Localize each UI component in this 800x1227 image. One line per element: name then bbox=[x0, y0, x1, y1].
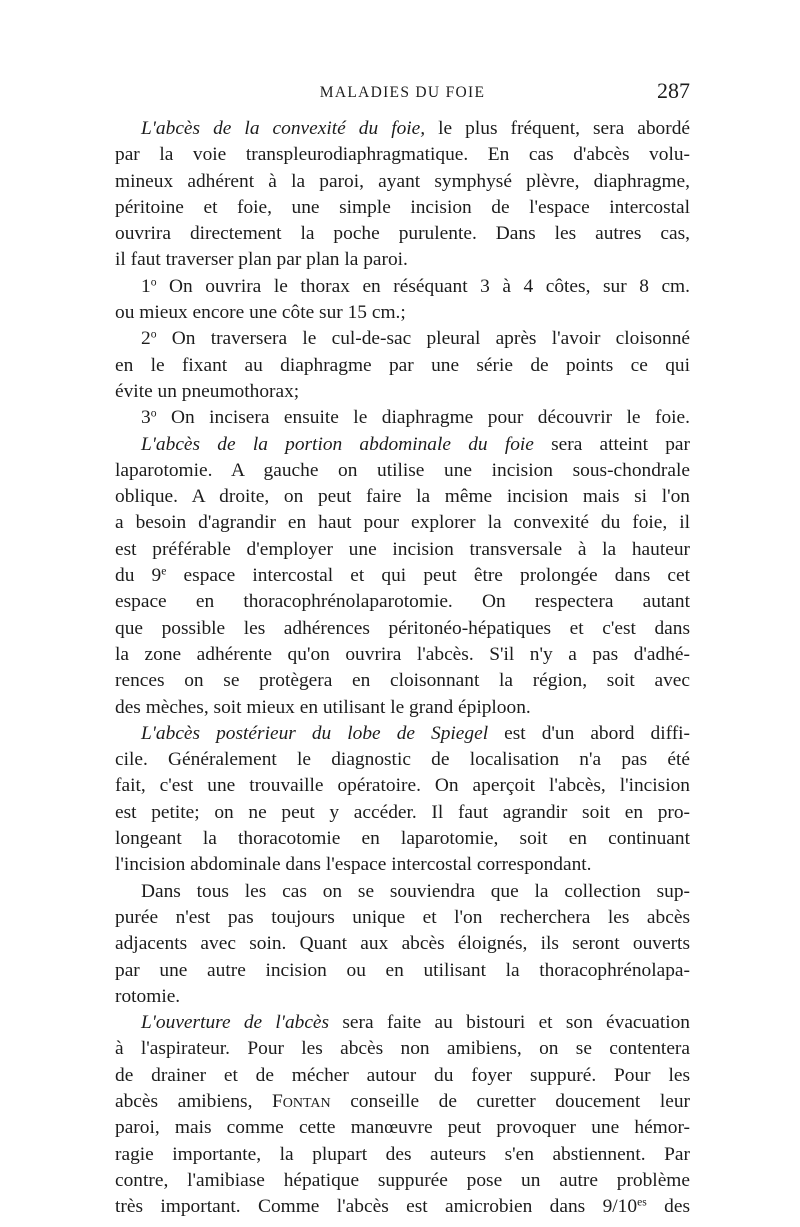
text-line: fait, c'est une trouvaille opératoire. On aperçoit l'abcès, l'incision bbox=[115, 775, 690, 797]
text-line: il faut traverser plan par plan la paroi. bbox=[115, 249, 408, 271]
text-line: par la voie transpleurodiaphragmatique. En cas d'abcès volu- bbox=[115, 144, 690, 166]
text-line: par une autre incision ou en utilisant la thoracophrénolapa- bbox=[115, 959, 690, 981]
text-line: est préférable d'employer une incision transversale à la hauteur bbox=[115, 538, 690, 560]
body-text bbox=[115, 116, 690, 1220]
text-line: du 9e espace intercostal et qui peut être prolongée dans cet bbox=[115, 564, 691, 587]
text-line: à l'aspirateur. Pour les abcès non amibiens, on se contentera bbox=[115, 1038, 690, 1060]
list-item-3: 3$^o$ On incisera ensuite le diaphragme pour découvrir le foie. bbox=[141, 406, 690, 429]
text-line: évite un pneumothorax; bbox=[115, 380, 300, 402]
text-line: cile. Généralement le diagnostic de localisation n'a pas été bbox=[115, 749, 690, 771]
section-heading: L'ouverture de l'abcès bbox=[141, 1012, 330, 1034]
text-line: est petite; on ne peut y accéder. Il faut agrandir soit en pro- bbox=[115, 801, 690, 823]
running-title: MALADIES DU FOIE bbox=[319, 84, 486, 101]
text-line: ou mieux encore une côte sur 15 cm.; bbox=[115, 302, 406, 324]
text-line: ouvrira directement la poche purulente. Dans les autres cas, bbox=[115, 223, 690, 245]
text-line: L'abcès de la convexité du foie, le plus fréquent, sera abordé bbox=[141, 118, 691, 139]
text-line: purée n'est pas toujours unique et l'on recherchera les abcès bbox=[115, 906, 690, 928]
author-name: Fontan bbox=[272, 1090, 331, 1112]
text-line: contre, l'amibiase hépatique suppurée pose un autre problème bbox=[115, 1169, 690, 1191]
text-line: l'incision abdominale dans l'espace intercostal correspondant. bbox=[115, 854, 592, 876]
text-line: espace en thoracophrénolaparotomie. On respectera autant bbox=[115, 591, 690, 613]
text-line: des mèches, soit mieux en utilisant le grand épiploon. bbox=[115, 696, 531, 718]
text-line: L'ouverture de l'abcès sera faite au bistouri et son évacuation bbox=[141, 1012, 690, 1034]
text-line: L'abcès de la portion abdominale du foie sera atteint par bbox=[141, 433, 690, 455]
text-line: abcès amibiens, Fontan conseille de curetter doucement leur bbox=[115, 1090, 690, 1112]
text-line: en le fixant au diaphragme par une série de points ce qui bbox=[115, 354, 690, 376]
text-line: la zone adhérente qu'on ouvrira l'abcès. S'il n'y a pas d'adhé- bbox=[115, 643, 690, 665]
section-heading: L'abcès de la convexité du foie, bbox=[141, 118, 426, 139]
text-line: longeant la thoracotomie en laparotomie, soit en continuant bbox=[115, 828, 690, 850]
text-line: très important. Comme l'abcès est amicrobien dans $9/10^{es}$ des bbox=[115, 1195, 691, 1218]
text-line: péritoine et foie, une simple incision de l'espace intercostal bbox=[115, 196, 690, 218]
text-line: que possible les adhérences péritonéo-hépatiques et c'est dans bbox=[115, 617, 690, 639]
list-item-2: 2$^o$ On traversera le cul-de-sac pleural après l'avoir cloisonné bbox=[141, 327, 690, 350]
text-line: adjacents avec soin. Quant aux abcès éloignés, ils seront ouverts bbox=[115, 933, 690, 955]
text-line: rences on se protègera en cloisonnant la région, soit avec bbox=[115, 670, 690, 692]
running-header bbox=[115, 80, 690, 106]
text-line: paroi, mais comme cette manœuvre peut provoquer une hémor- bbox=[115, 1117, 690, 1139]
list-item-1: 1$^o$ On ouvrira le thorax en réséquant 3 à 4 côtes, sur 8 cm. bbox=[141, 275, 690, 297]
text-line: rotomie. bbox=[115, 985, 181, 1007]
section-heading: L'abcès de la portion abdominale du foie bbox=[141, 433, 534, 455]
page-number: 287 bbox=[657, 78, 690, 103]
text-line: oblique. A droite, on peut faire la même incision mais si l'on bbox=[115, 486, 690, 508]
text-line: L'abcès postérieur du lobe de Spiegel est d'un abord diffi- bbox=[141, 722, 690, 744]
text-line: laparotomie. A gauche on utilise une incision sous-chondrale bbox=[115, 459, 690, 481]
text-line: Dans tous les cas on se souviendra que la collection sup- bbox=[141, 880, 690, 902]
text-line: ragie importante, la plupart des auteurs s'en abstiennent. Par bbox=[115, 1143, 690, 1165]
text-line: mineux adhérent à la paroi, ayant symphysé plèvre, diaphragme, bbox=[115, 170, 690, 192]
text-line: de drainer et de mécher autour du foyer suppuré. Pour les bbox=[115, 1064, 690, 1086]
section-heading: L'abcès postérieur du lobe de Spiegel bbox=[141, 722, 489, 744]
text-line: a besoin d'agrandir en haut pour explorer la convexité du foie, il bbox=[115, 512, 690, 534]
